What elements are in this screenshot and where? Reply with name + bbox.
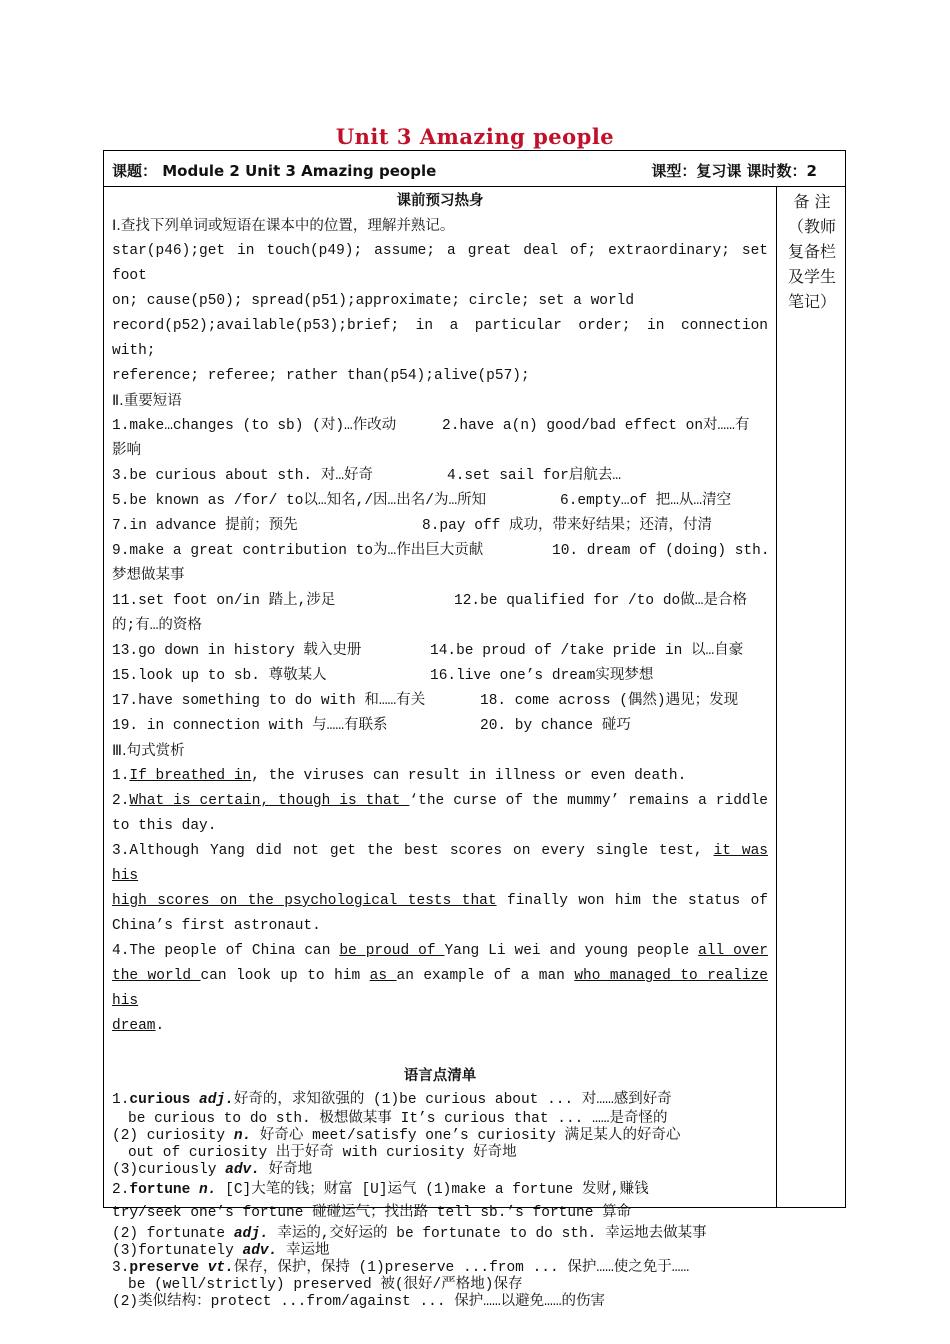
entry-text: 好奇地: [259, 1162, 313, 1178]
part1-title: Ⅰ.查找下列单词或短语在课本中的位置，理解并熟记。: [112, 218, 455, 234]
phrase-item: 9.make a great contribution to为…作出巨大贡献: [112, 543, 484, 559]
entry-text: 好奇心 meet/satisfy one’s curiosity 满足某人的好奇心: [251, 1128, 681, 1144]
sentence-number: 2.: [112, 793, 130, 809]
entry-curious-line2: be curious to do sth. 极想做某事 It’s curious that ... ……是奇怪的: [128, 1111, 668, 1127]
sentence-4-line3: [112, 1014, 768, 1039]
phrase-item: 11.set foot on/in 踏上,涉足: [112, 593, 336, 609]
underlined-phrase: it was his: [112, 843, 768, 884]
part1-line: star(p46);get in touch(p49); assume; a great deal of; extraordinary; set foot: [112, 243, 768, 284]
part-of-speech: vt.: [207, 1260, 234, 1276]
entry-text: (2) fortunate: [112, 1226, 234, 1242]
phrase-row: [112, 414, 768, 439]
phrase-item: 20. by chance 碰巧: [480, 718, 631, 734]
sentence-3-line3: China’s first astronaut.: [112, 918, 321, 934]
phrase-row: [112, 664, 768, 689]
underlined-phrase: all over: [698, 943, 768, 959]
entry-fortune-line4: [112, 1243, 768, 1260]
phrase-item: 3.be curious about sth. 对…好奇: [112, 468, 374, 484]
sentence-text: ‘the curse of the mummy’ remains a riddle: [409, 793, 768, 809]
entry-number: 3.: [112, 1260, 130, 1276]
phrase-item: 10. dream of (doing) sth.: [552, 543, 770, 559]
entry-meaning: 好奇的，求知欲强的 (1)be curious about ... 对……感到好奇: [233, 1092, 672, 1108]
underlined-phrase: dream: [112, 1018, 156, 1034]
phrase-row: [112, 639, 768, 664]
phrase-item: 13.go down in history 载入史册: [112, 643, 362, 659]
phrase-row: [112, 464, 768, 489]
notes-column: [779, 189, 845, 314]
sentence-text: 4.The people of China can: [112, 943, 340, 959]
phrase-row: [112, 564, 768, 589]
phrase-item: 1.make…changes (to sb) (对)…作改动: [112, 418, 397, 434]
phrase-row: [112, 439, 768, 464]
phrase-row: [112, 489, 768, 514]
side-note-line: 及学生: [787, 267, 836, 286]
entry-preserve-line2: be (well/strictly) preserved 被(很好/严格地)保存: [128, 1277, 523, 1293]
part2-title: Ⅱ.重要短语: [112, 393, 182, 409]
underlined-phrase: If breathed in: [129, 768, 252, 784]
entry-fortune-line3: [112, 1226, 768, 1243]
entry-fortune-line2: try/seek one’s fortune 碰碰运气；找出路 tell sb.’s fortune 算命: [112, 1205, 632, 1221]
phrase-item: 4.set sail for启航去…: [447, 468, 622, 484]
phrase-item: 的;有…的资格: [112, 618, 202, 634]
entry-text: (2) curiosity: [112, 1128, 234, 1144]
phrase-row: [112, 614, 768, 639]
lesson-table: [103, 150, 846, 1310]
phrase-row: [112, 589, 768, 614]
phrase-item: 16.live one’s dream实现梦想: [430, 668, 654, 684]
entry-preserve-line3: (2)类似结构：protect ...from/against ... 保护……以避免……的伤害: [112, 1294, 606, 1310]
entry-text: (3)fortunately: [112, 1243, 243, 1259]
entry-curious-line1: [112, 1089, 768, 1111]
entry-curious-line4: out of curiosity 出于好奇 with curiosity 好奇地: [128, 1145, 517, 1161]
sentence-2-line1: [112, 789, 768, 814]
entry-number: 2.: [112, 1182, 130, 1198]
sentence-4-line1: [112, 939, 768, 964]
sentence-2-line2: to this day.: [112, 818, 217, 834]
entry-word: curious: [129, 1092, 191, 1108]
entry-text: (3)curiously: [112, 1162, 226, 1178]
underlined-phrase: the world: [112, 968, 201, 984]
entry-number: 1.: [112, 1092, 130, 1108]
sentence-text: .: [155, 1018, 165, 1034]
content-body: [112, 189, 768, 1311]
sentence-text: Yang Li wei and young people: [444, 943, 699, 959]
side-note-line: （教师: [787, 217, 836, 236]
sentence-text: , the viruses can result in illness or even death.: [251, 768, 687, 784]
part-of-speech: adv.: [225, 1162, 260, 1178]
entry-text: 幸运的,交好运的 be fortunate to do sth. 幸运地去做某事: [268, 1226, 707, 1242]
side-note-line: 复备栏: [787, 242, 836, 261]
entry-preserve-line1: [112, 1260, 768, 1277]
part-of-speech: n.: [199, 1182, 217, 1198]
entry-fortune-line1: [112, 1179, 768, 1201]
side-note-line: 备 注: [793, 192, 831, 211]
main-column: [104, 186, 777, 1310]
document-title: Unit 3 Amazing people: [335, 124, 615, 149]
entry-meaning: 保存，保护，保持 (1)preserve ...from ... 保护……使之免于……: [233, 1260, 690, 1276]
entry-word: fortune: [129, 1182, 191, 1198]
phrase-item: 5.be known as /for/ to以…知名,/因…出名/为…所知: [112, 493, 487, 509]
part1-line: on; cause(p50); spread(p51);approximate; circle; set a world: [112, 293, 635, 309]
side-note-line: 笔记）: [787, 292, 836, 311]
part-of-speech: n.: [233, 1128, 252, 1144]
sentence-text: 3.Although Yang did not get the best scores on every single test,: [112, 843, 714, 859]
phrase-item: 2.have a(n) good/bad effect on对……有: [442, 418, 750, 434]
phrase-item: 18. come across (偶然)遇见；发现: [480, 693, 739, 709]
sentence-3-line2: [112, 889, 768, 914]
phrase-row: [112, 539, 768, 564]
sentence-number: 1.: [112, 768, 130, 784]
phrase-item: 影响: [112, 443, 141, 459]
phrase-row: [112, 514, 768, 539]
part3-title: Ⅲ.句式赏析: [112, 743, 185, 759]
entry-curious-line3: [112, 1128, 768, 1145]
sentence-3-line1: [112, 839, 768, 889]
phrase-item: 6.empty…of 把…从…清空: [560, 493, 732, 509]
part-of-speech: adv.: [242, 1243, 278, 1259]
phrase-item: 14.be proud of /take pride in 以…自豪: [430, 643, 744, 659]
language-points-heading: 语言点清单: [403, 1068, 477, 1084]
topic-label: 课题： Module 2 Unit 3 Amazing people: [112, 162, 437, 180]
phrase-item: 15.look up to sb. 尊敬某人: [112, 668, 327, 684]
part1-line: record(p52);available(p53);brief; in a particular order; in connection with;: [112, 318, 768, 359]
lesson-type-label: 课型：复习课 课时数：2: [651, 162, 817, 180]
part1-line: reference; referee; rather than(p54);alive(p57);: [112, 368, 530, 384]
entry-meaning: [C]大笔的钱；财富 [U]运气 (1)make a fortune 发财,赚钱: [216, 1182, 649, 1198]
sentence-text: an example of a man: [396, 968, 575, 984]
phrase-item: 8.pay off 成功，带来好结果；还清，付清: [422, 518, 713, 534]
phrase-item: 梦想做某事: [112, 568, 185, 584]
sentence-4-line2: [112, 964, 768, 1014]
phrase-item: 19. in connection with 与……有联系: [112, 718, 388, 734]
underlined-phrase: who managed to realize his: [112, 968, 769, 1009]
phrase-item: 17.have something to do with 和……有关: [112, 693, 426, 709]
part-of-speech: adj.: [199, 1092, 234, 1108]
underlined-phrase: be proud of: [339, 943, 445, 959]
sentence-1: [112, 764, 768, 789]
phrase-row: [112, 714, 768, 739]
entry-text: 幸运地: [277, 1243, 330, 1259]
sentence-text: can look up to him: [200, 968, 370, 984]
phrase-item: 12.be qualified for /to do做…是合格: [454, 593, 747, 609]
entry-word: preserve: [129, 1260, 200, 1276]
phrase-row: [112, 689, 768, 714]
underlined-phrase: What is certain, though is that: [129, 793, 410, 809]
phrase-item: 7.in advance 提前；预先: [112, 518, 298, 534]
table-header-row: [104, 151, 845, 187]
part-of-speech: adj.: [233, 1226, 269, 1242]
underlined-phrase: as: [369, 968, 397, 984]
entry-curious-line5: [112, 1162, 768, 1179]
underlined-phrase: high scores on the psychological tests that: [112, 893, 497, 909]
preview-heading: 课前预习热身: [396, 193, 484, 209]
sentence-text: finally won him the status of: [496, 893, 768, 909]
